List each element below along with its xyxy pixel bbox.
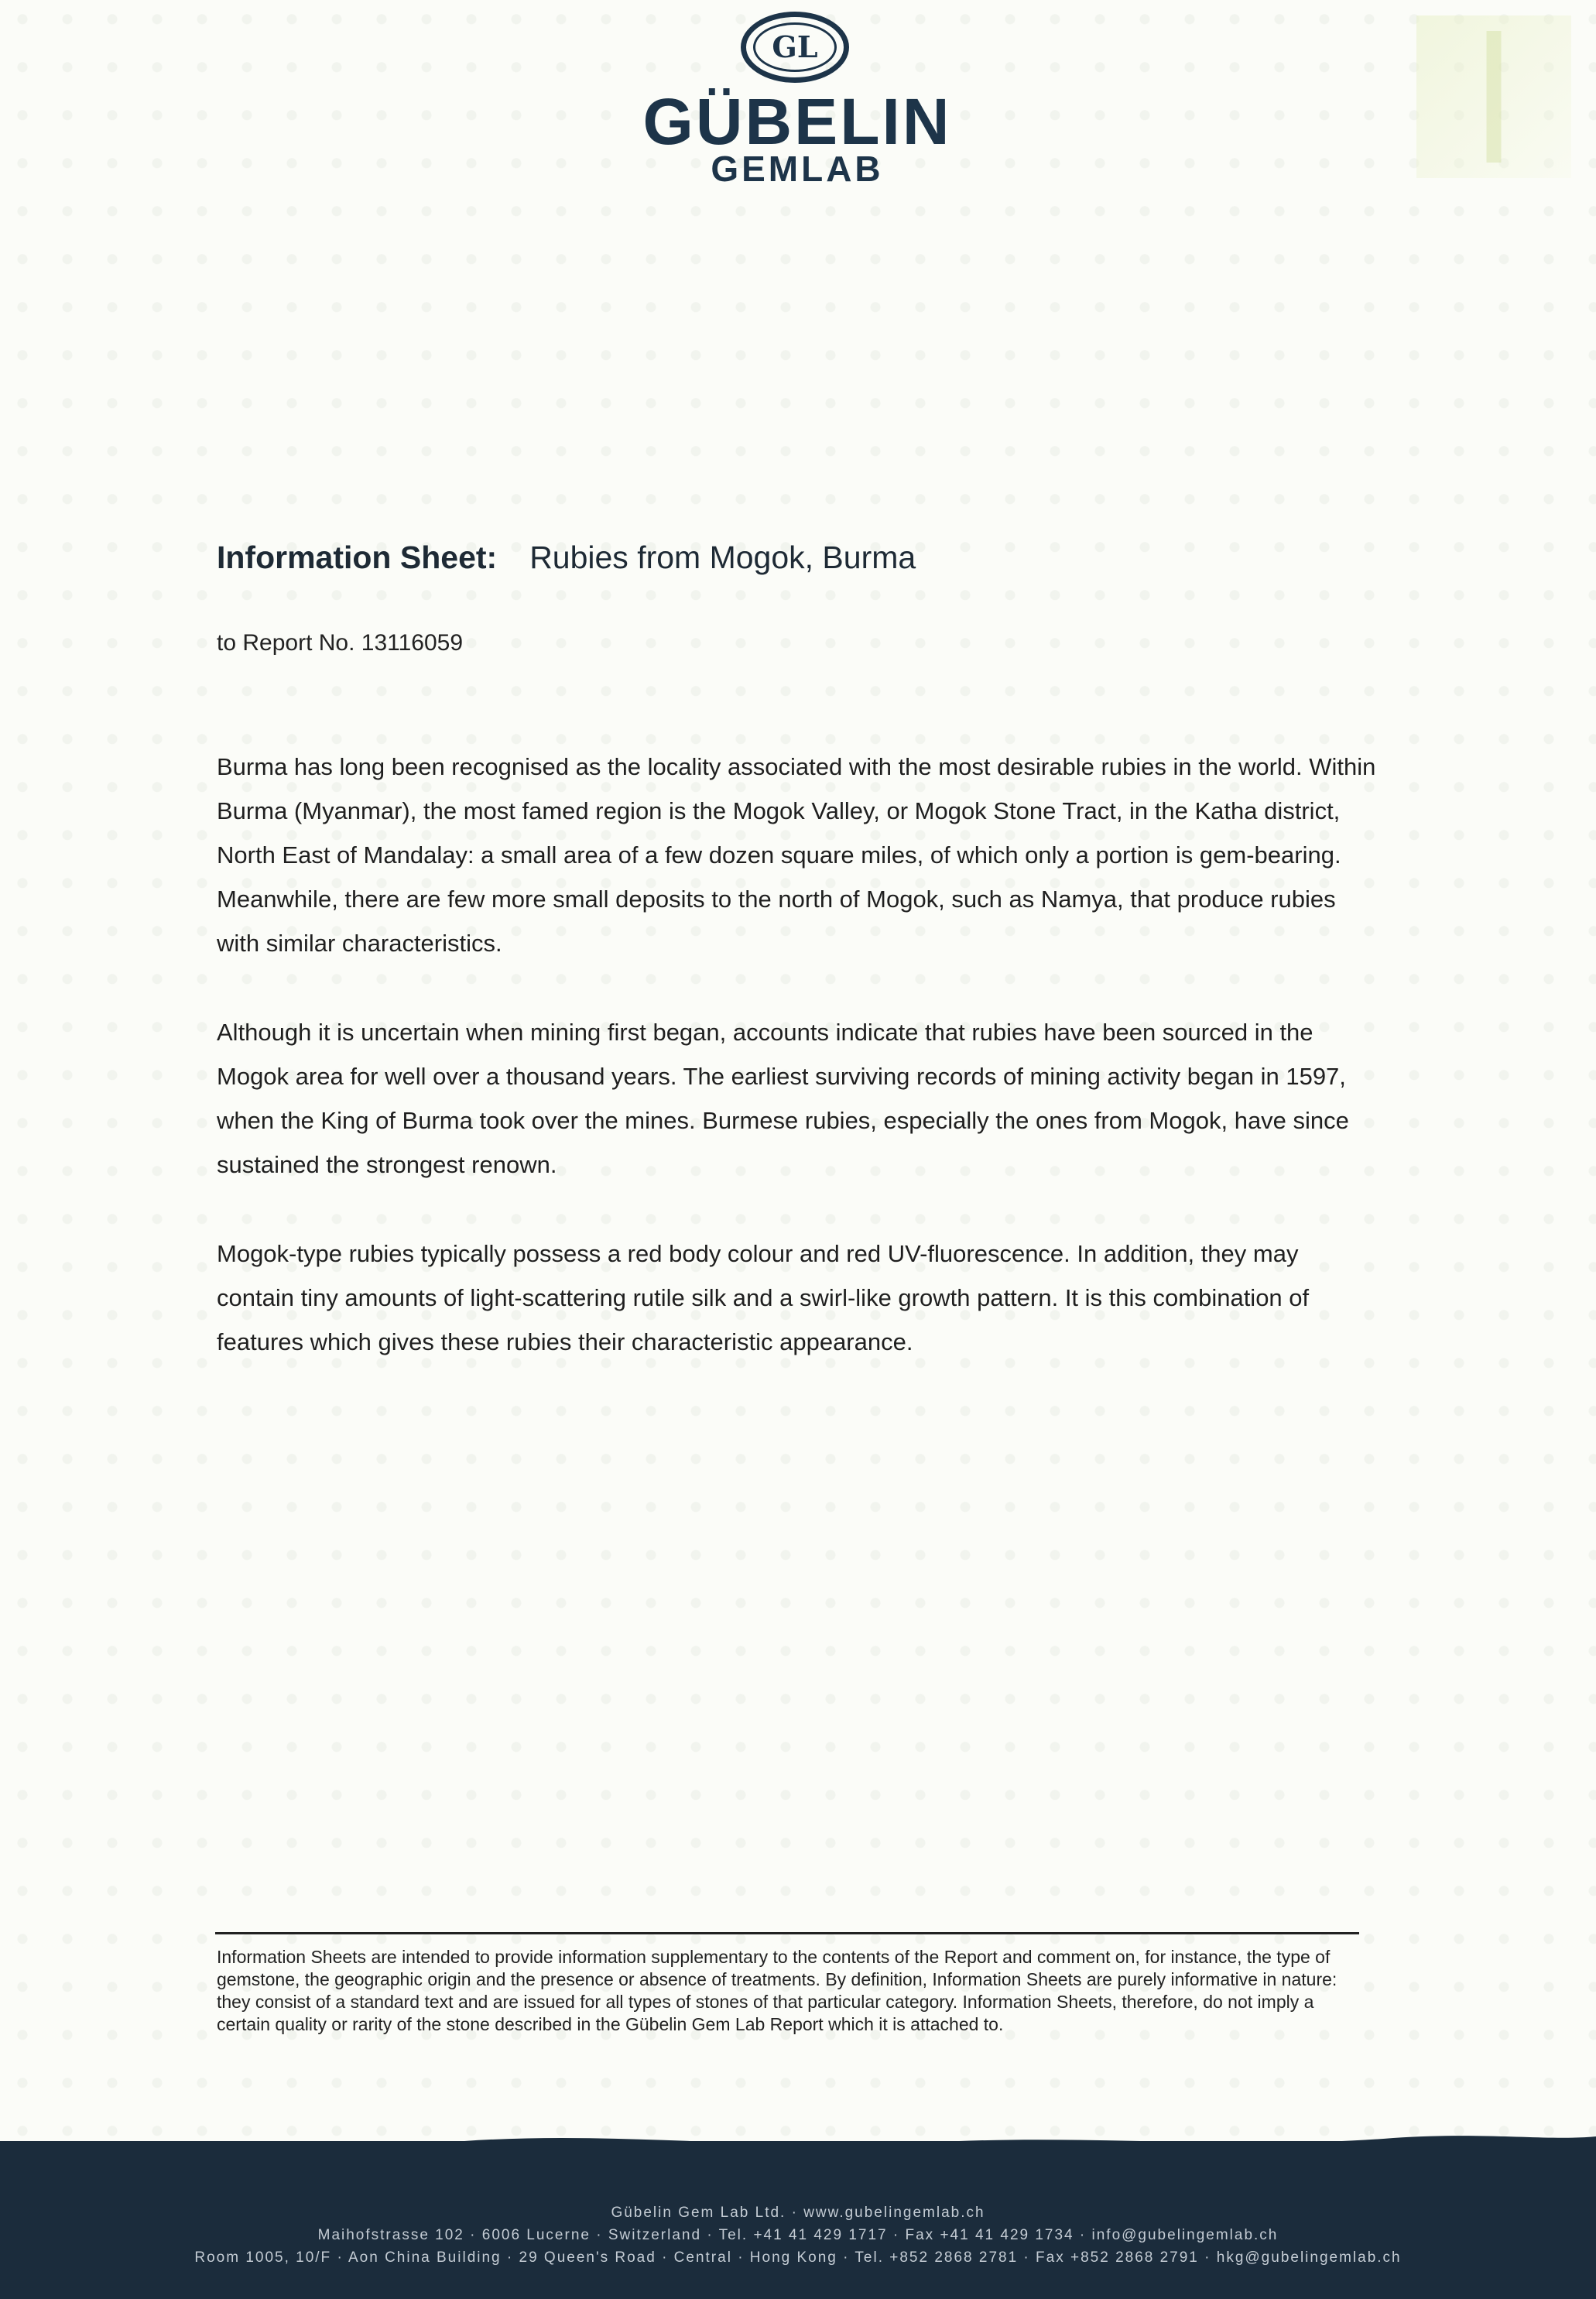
logo-emblem: [741, 12, 849, 83]
title-value: Rubies from Mogok, Burma: [529, 540, 916, 575]
body-text: [217, 745, 1378, 1409]
paragraph-characteristics: Mogok-type rubies typically possess a red body colour and red UV-fluorescence. In addition, they may contain tiny amounts of light-scattering rutile silk and a swirl-like growth pattern. It is this combination of features which gives these rubies their characteristic appearance.: [217, 1240, 1310, 1355]
logo-monogram: GL: [772, 29, 818, 64]
logo-name: GÜBELIN: [642, 85, 952, 158]
gubelin-logo: [588, 12, 1006, 189]
sheet-title: [217, 539, 916, 577]
footer-lucerne-address: Maihofstrasse 102 · 6006 Lucerne · Switzerland · Tel. +41 41 429 1717 · Fax +41 41 429 1734 · info@gubelingemlab.ch: [317, 2227, 1279, 2243]
footer-hongkong-address: Room 1005, 10/F · Aon China Building · 29 Queen's Road · Central · Hong Kong · Tel. +852 2868 2781 · Fax +852 2868 2791 · hkg@gubelingemlab.ch: [194, 2249, 1402, 2266]
footer-company-line: Gübelin Gem Lab Ltd. · www.gubelingemlab.ch: [611, 2205, 985, 2221]
report-reference: to Report No. 13116059: [217, 630, 464, 656]
footnote-disclaimer: Information Sheets are intended to provide information supplementary to the contents of the Report and comment on, for instance, the type of gemstone, the geographic origin and the presence or absence of treatments. By definition, Information Sheets are purely informative in nature: they consist of a standard text and are issued for all types of stones of that particular category. Information Sheets, therefore, do not imply a certain quality or rarity of the stone described in the Gübelin Gem Lab Report which it is attached to.: [217, 1947, 1337, 2034]
footnote-divider: [215, 1932, 1359, 1934]
paragraph-history: Although it is uncertain when mining first began, accounts indicate that rubies have been sourced in the Mogok area for well over a thousand years. The earliest surviving records of mining activity began in 1597, when the King of Burma took over the mines. Burmese rubies, especially the ones from Mogok, have since sustained the strongest renown.: [217, 1019, 1349, 1178]
logo-subtitle: GEMLAB: [711, 149, 884, 189]
corner-watermark: [1416, 15, 1571, 178]
title-label: Information Sheet:: [217, 540, 498, 575]
paragraph-locality: Burma has long been recognised as the locality associated with the most desirable rubies in the world. Within Burma (Myanmar), the most famed region is the Mogok Valley, or Mogok Stone Tract, in the Katha district, North East of Mandalay: a small area of a few dozen square miles, of which only a portion is gem-bearing. Meanwhile, there are few more small deposits to the north of Mogok, such as Namya, that produce rubies with similar characteristics.: [217, 753, 1376, 957]
